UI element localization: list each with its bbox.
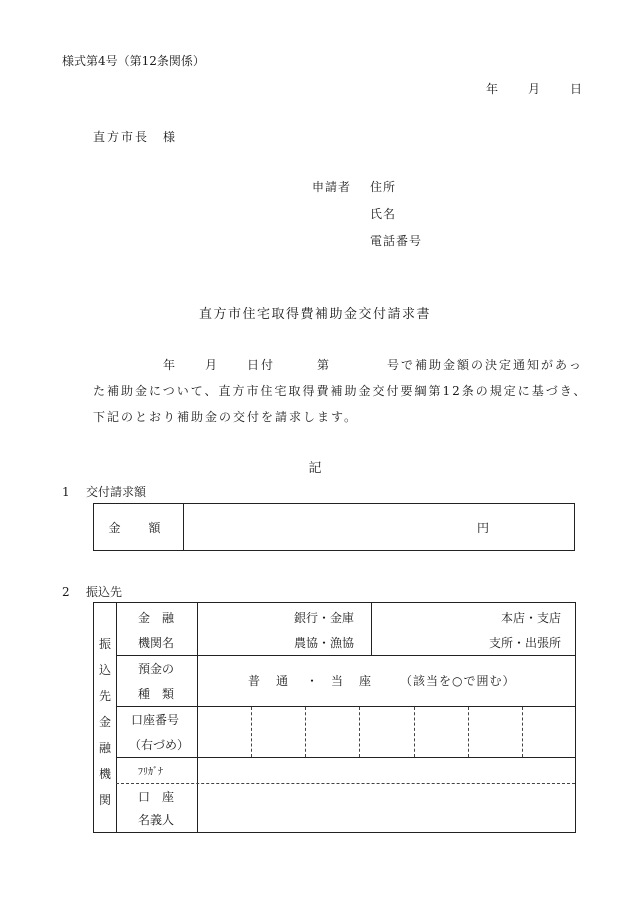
institution-label-1: 金 融 [138, 611, 175, 625]
coop-types: 農協・漁協 [294, 636, 355, 650]
date-year: 年 [486, 82, 499, 96]
vlabel-char: 機 [98, 767, 111, 781]
holder-label-2: 名義人 [138, 813, 175, 827]
section-2-heading [62, 583, 122, 600]
holder-input[interactable] [198, 784, 574, 831]
amount-table [93, 503, 575, 551]
furigana-input[interactable] [198, 758, 574, 782]
addressee: 直方市長 様 [93, 130, 178, 144]
form-number: 様式第4号（第12条関係） [62, 54, 205, 68]
document-title: 直方市住宅取得費補助金交付請求書 [198, 307, 431, 322]
vlabel-char: 先 [98, 689, 111, 703]
section-2-title: 振込先 [86, 585, 123, 599]
request-body [93, 352, 593, 430]
body-line-1: 年 月 日付 第 号で補助金額の決定通知があっ [93, 358, 583, 372]
account-number-label-2: （右づめ） [129, 738, 190, 752]
holder-label-1: 口 座 [138, 790, 175, 804]
section-1-number: 1 [62, 485, 70, 499]
name-label: 氏名 [370, 207, 397, 221]
divider [116, 603, 117, 832]
account-number-input[interactable] [198, 707, 574, 756]
deposit-type-normal[interactable]: 普 通 [248, 674, 291, 688]
applicant-label: 申請者 [312, 180, 352, 194]
vlabel-char: 金 [98, 715, 111, 729]
deposit-type-current[interactable]: 当 座 [331, 674, 374, 688]
date-day: 日 [570, 82, 583, 96]
deposit-label-1: 預金の [138, 662, 175, 676]
branch-types-1: 本店・支店 [501, 611, 562, 625]
section-2-number: 2 [62, 585, 70, 599]
furigana-label: ﾌﾘｶﾞﾅ [138, 767, 163, 778]
divider [371, 603, 372, 655]
divider [116, 655, 575, 656]
section-1-title: 交付請求額 [86, 485, 147, 499]
body-line-2: た補助金について、直方市住宅取得費補助金交付要綱第12条の規定に基づき、 [93, 384, 588, 398]
yen-unit: 円 [477, 521, 490, 535]
address-label: 住所 [370, 180, 397, 194]
vlabel-char: 関 [98, 793, 111, 807]
phone-label: 電話番号 [370, 234, 423, 248]
body-line-3: 下記のとおり補助金の交付を請求します。 [93, 410, 359, 424]
amount-input[interactable] [184, 504, 574, 550]
account-number-label-1: 口座番号 [131, 713, 180, 727]
branch-types-2: 支所・出張所 [489, 636, 562, 650]
vlabel-char: 融 [98, 741, 111, 755]
bank-transfer-table [93, 602, 576, 833]
date-month: 月 [528, 82, 541, 96]
deposit-separator: ・ [306, 674, 319, 688]
bank-vertical-label [94, 631, 116, 813]
vlabel-char: 振 [98, 637, 111, 651]
section-1-heading [62, 483, 146, 500]
ki-heading: 記 [308, 461, 322, 476]
institution-label-2: 機関名 [138, 636, 175, 650]
amount-label: 金 額 [94, 504, 184, 550]
deposit-label-2: 種 類 [138, 687, 175, 701]
deposit-note: （該当を○で囲む） [400, 674, 516, 688]
vlabel-char: 込 [98, 663, 111, 677]
bank-types: 銀行・金庫 [294, 611, 355, 625]
